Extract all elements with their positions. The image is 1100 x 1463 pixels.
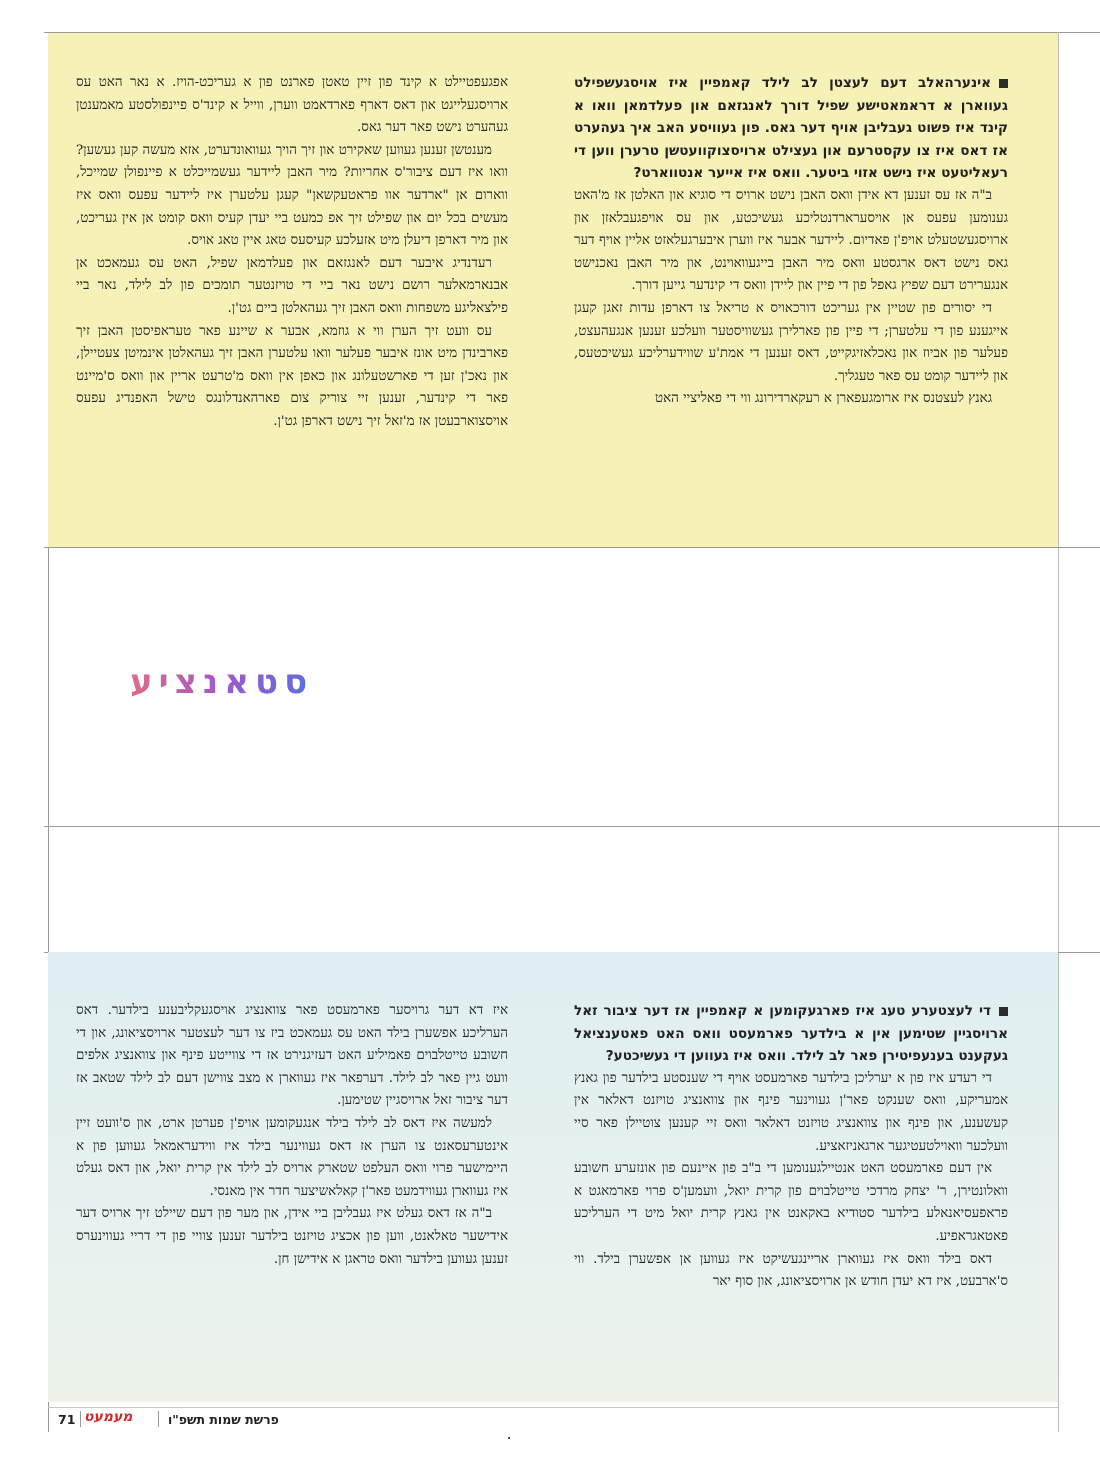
- paragraph: ב"ה אז דאס געלט איז געבליבן ביי אידן, און מער פון דעם שיילט זיך ארויס דער אידישער טאלאנט, ווען פון אכציג טויזנט בילדער זענען צוויי פון די דריי געווינערס זענען געווען בילדער וואס טראגן א אידישן חן.: [76, 1206, 508, 1267]
- paragraph: גאנץ לעצטנס איז ארומגעפארן א רעקארדירונג ווי די פאליציי האט: [654, 391, 992, 407]
- paragraph: אין דעם פארמעסט האט אנטיילגענומען די ב"ב פון איינעם פון אונזערע חשובע וואלונטירן, ר' יצחק מרדכי טייטלבוים פון קרית יואל, וועמען'ס פרוי פארמאגט א פראפעסיאנאלע בילדער סטודיא באקאנט אין גאנץ קרית יואל מיט די הערליכע פאטאגראפיע.: [574, 1161, 1008, 1244]
- divider-rule: [44, 547, 1100, 548]
- question-lead: [574, 1000, 1008, 1068]
- article-column-right: [574, 72, 1008, 411]
- paragraph: די יסורים פון שטיין אין געריכט דורכאויס א טריאל צו דארפן עדות זאגן קעגן אייגענע פון די עלטערן; די פיין פון פארלירן געשוויסטער וועלכע זענען אנגעהעצט, פעלער פון אביוז און נאכלאזיגקייט, דאס זענען די אמת'ע שווידערליכע געשיכטעס, און ליידער קומט עס פאר טעגליך.: [574, 300, 1008, 384]
- paragraph: ב"ה אז עס זענען דא אידן וואס האבן נישט ארויס די סוגיא און האלטן אז מ'האט גענומען עפעס אן אויסערארדנטליכע געשיכטע, און עס אויפגעבלאזן און ארויסגעשטעלט אויפ'ן פאדיום. ליידער אבער איז ווערן איבערגעלאזט אליין אויף דער גאס נישט דאס ארגסטע וואס מיר האבן בייגעוואוינט, און מיר האבן נאכנישט אנגערירט דעם שפיץ גאפל פון די פיין און ליידן וואס די קינדער גייען דורך.: [574, 187, 1008, 294]
- section-title-word: סטאנציע: [130, 662, 314, 702]
- page-mark: [508, 1437, 510, 1439]
- paragraph: רעדנדיג איבער דעם לאנגזאם און פעלדמאן שפיל, האט עס געמאכט אן אבנארמאלער רושם נישט נאר ביי די טויזנטער תומכים פון לב לילד, נאר ביי פילצאליגע משפחות וואס האבן זיך געהאלטן ביים גט'ן.: [76, 255, 508, 316]
- article-column-right: [574, 1000, 1008, 1294]
- paragraph: דאס בילד וואס איז געווארן אריינגעשיקט איז געווען אן אפשערן בילד. ווי ס'ארבעט, איז דא יעדן חודש אן ארויסציאונג, און סוף יאר: [574, 1251, 1008, 1290]
- footer-divider: [80, 1411, 81, 1427]
- paragraph: די רעדע איז פון א יערליכן בילדער פארמעסט אויף די שענסטע בילדער פון גאנץ אמעריקע, וואס שענקט פאר'ן געווינער פינף און צוואנציג טויזנט דאלאר אין קעשענע, און פינף און צוואנציג טויזנט דאלאר וואס זיי קענען צוטיילן פאר סיי וועלכער וואוילטעטיגער ארגאניזאציע.: [574, 1070, 1008, 1154]
- square-bullet-icon: [999, 1007, 1008, 1016]
- question-lead: [574, 72, 1008, 185]
- question-text: אינערהאלב דעם לעצטן לב לילד קאמפיין איז אויסגעשפילט געווארן א דראמאטישע שפיל דורך לאנגזאם און פעלדמאן וואו א קינד איז פשוט געבליבן אויף דער גאס. פון געוויסע האב איך געהערט אז דאס איז צו עקסטרעם און געצילט ארויסצוקוועטשן טרערן ווען די רעאליטעט איז נישט אזוי ביטער. וואס איז אייער אנטווארט?: [574, 75, 1008, 182]
- magazine-logo: מעמעט: [84, 1409, 133, 1425]
- question-text: די לעצטערע טעג איז פארגעקומען א קאמפיין אז דער ציבור זאל ארויסגיין שטימען אין א בילדער פארמעסט וואס האט פאטענציאל געקענט בענעפיטירן פאר לב לילד. וואס איז געווען די געשיכטע?: [574, 1003, 1008, 1065]
- divider-rule: [44, 826, 1100, 827]
- right-margin-rule: [1058, 32, 1059, 1432]
- paragraph: אפגעפטיילט א קינד פון זיין טאטן פארנט פון א געריכט-הויז. א נאר האט עס ארויסגעלייגט און דאס דארף פארדאמט ווערן, ווייל א קינד'ס פיינפולסטע מאמענטן געהערט נישט פאר דער גאס.: [76, 75, 508, 136]
- paragraph: מענטשן זענען געווען שאקירט און זיך הויך געוואונדערט, אזא מעשה קען געשען? וואו איז דעם ציבור'ס אחריות? מיר האבן ליידער געשמייכלט א פיינפולן שמייכל, ווארום אן "ארדער אוו פראטעקשאן" קעגן עלטערן איז ליידער עפעס וואס איז מעשים בכל יום און שפילט זיך אפ כמעט ביי יעדן קעיס וואס קומט אן אין געריכט, און מיר דארפן דיעלן מיט אזעלכע קעיסעס טאג איין טאג אויס.: [76, 142, 508, 249]
- article-column-left: [76, 72, 508, 434]
- article-column-left: [76, 1000, 508, 1271]
- paragraph: איז דא דער גרויסער פארמעסט פאר צוואנציג אויסגעקליבענע בילדער. דאס הערליכע אפשערן בילד האט עס געמאכט ביז צו דער לעצטער ארויסציאונג, און די חשובע טייטלבוים פאמיליע האט דעזיגנירט אז די צווייטע פינף און צוואנציג אלפים וועט גיין פאר לב לילד. דערפאר איז געווארן א מצב צווישן דעם לב לילד שטאב אז דער ציבור זאל ארויסגיין שטימען.: [76, 1003, 508, 1109]
- footer-divider: [158, 1411, 159, 1427]
- square-bullet-icon: [999, 79, 1008, 88]
- paragraph: למעשה איז דאס לב לילד בילד אנגעקומען אויפ'ן פערטן ארט, און ס'וועט זיין אינטערעסאנט צו הערן אז דאס געווינער בילד איז ווידעראמאל געווען פון א היימישער פרוי וואס העלפט שטארק ארויס לב לילד אין קרית יואל, און דאס געלט איז געווארן געווידמעט פאר'ן קאלאשיצער חדר אין מאנסי.: [76, 1115, 508, 1199]
- parsha-label: פרשת שמות תשפ"ו: [168, 1412, 279, 1427]
- paragraph: עס וועט זיך הערן ווי א גוזמא, אבער א שיינע פאר טעראפיסטן האבן זיך פארבינדן מיט אונז איבער פעלער וואו עלטערן האבן זיך געהאלטן אינמיטן צעטיילן, און נאכ'ן זען די פארשטעלונג און כאפן אין וואס מ'טרעט אריין און וואס ס'מיינט פאר די קינדער, זענען זיי צוריק צום פארהאנדלונגס טישל האפנדיג עפעס אויסצוארבעטן אז מ'זאל זיך נישט דארפן גט'ן.: [76, 323, 508, 429]
- page-number: 71: [58, 1412, 76, 1427]
- page-footer: [48, 1407, 1058, 1432]
